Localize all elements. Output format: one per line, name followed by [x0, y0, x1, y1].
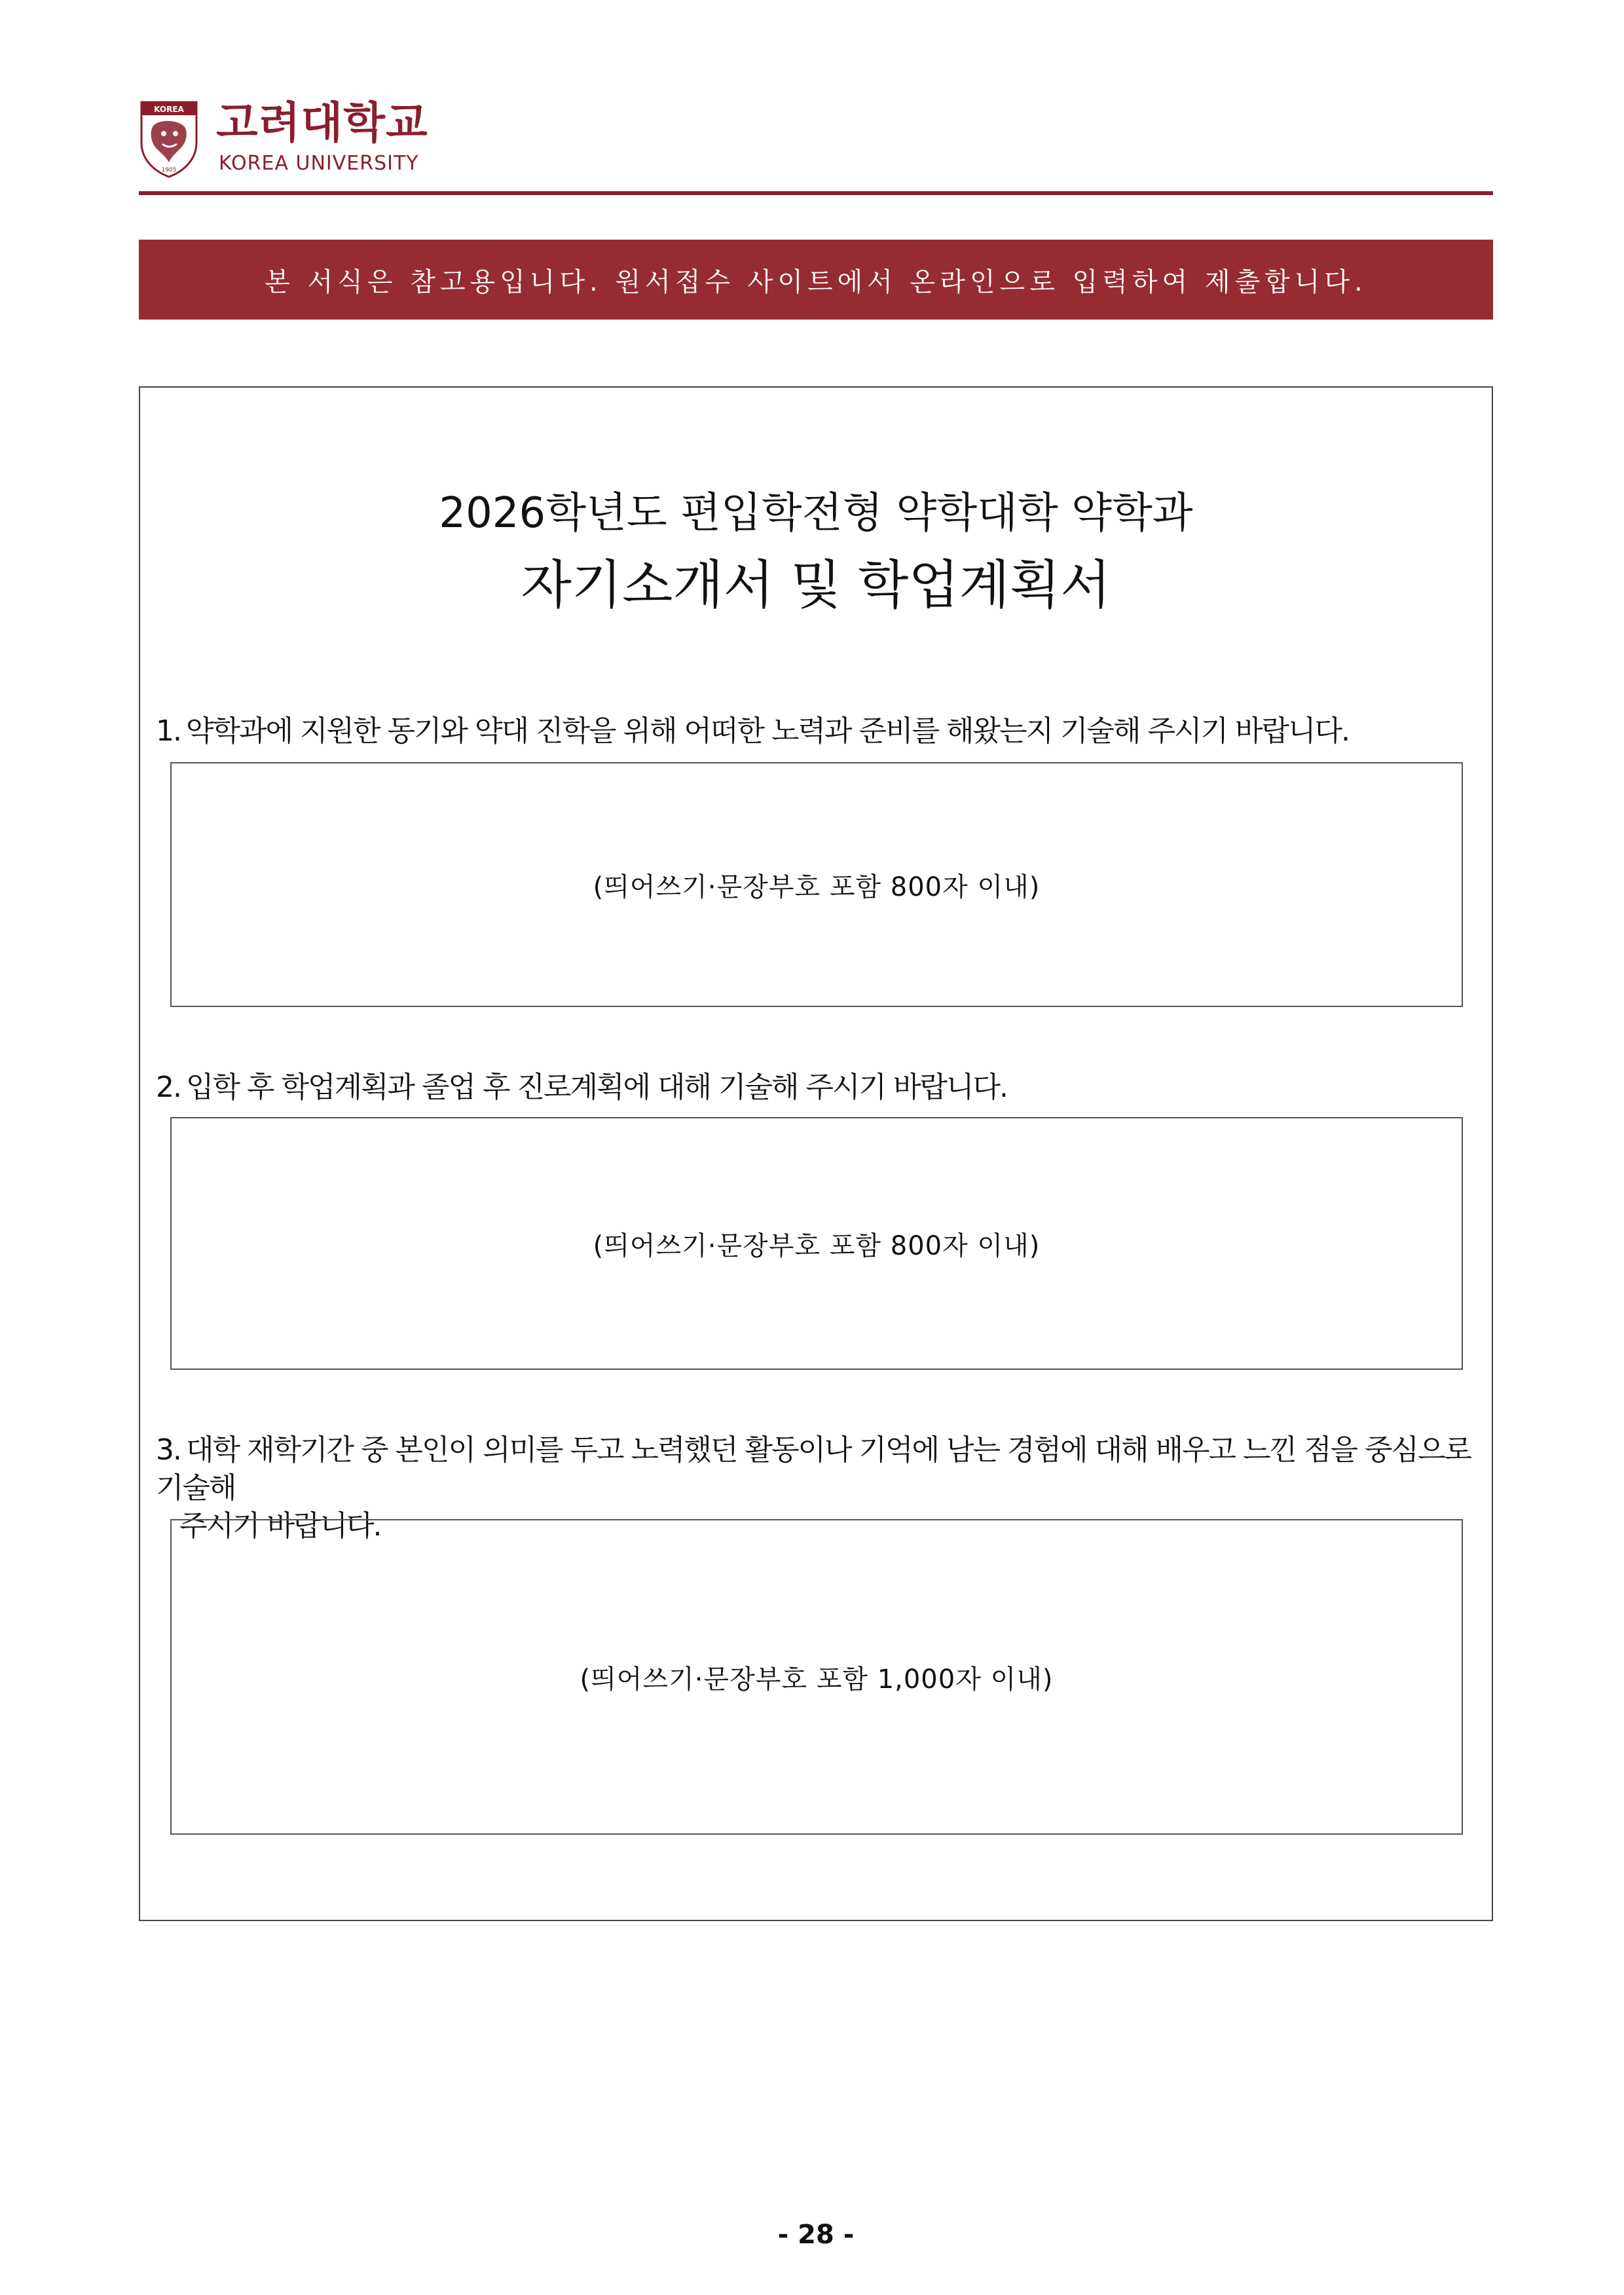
question-text: 대학 재학기간 중 본인이 의미를 두고 노력했던 활동이나 기억에 남는 경험에 대해 배우고 느낀 점을 중심으로 기술해: [156, 1433, 1471, 1505]
answer-hint: (띄어쓰기·문장부호 포함 1,000자 이내): [580, 1664, 1054, 1695]
question-1: [156, 712, 1485, 750]
logo-wordmark: 고려대학교: [216, 98, 428, 148]
form-title: 2026학년도 편입학전형 약학대학 약학과: [439, 489, 1193, 538]
answer-box-1[interactable]: [170, 762, 1463, 1007]
question-text: 약학과에 지원한 동기와 약대 진학을 위해 어떠한 노력과 준비를 해왔는지 기술해 주시기 바랍니다.: [186, 714, 1349, 748]
answer-box-3[interactable]: [170, 1519, 1463, 1835]
university-logo: [139, 97, 440, 182]
question-2: [156, 1069, 1485, 1107]
question-text: 입학 후 학업계획과 졸업 후 진로계획에 대해 기술해 주시기 바랍니다.: [186, 1071, 1007, 1104]
university-seal-icon: [139, 100, 199, 178]
question-number: 1.: [156, 714, 181, 748]
svg-text:KOREA: KOREA: [154, 105, 184, 114]
question-number: 3.: [156, 1433, 181, 1467]
page-number: - 28 -: [777, 2220, 855, 2250]
answer-box-2[interactable]: [170, 1117, 1463, 1370]
notice-text: 본 서식은 참고용입니다. 원서접수 사이트에서 온라인으로 입력하여 제출합니다.: [265, 266, 1367, 297]
answer-hint: (띄어쓰기·문장부호 포함 800자 이내): [593, 872, 1041, 902]
logo-wordmark-english: KOREA UNIVERSITY: [219, 152, 419, 175]
notice-banner: [139, 240, 1493, 320]
question-text-continuation: 주시기 바랍니다.: [179, 1509, 381, 1543]
form-subtitle: 자기소개서 및 학업계획서: [521, 555, 1111, 615]
header-divider: [139, 191, 1493, 195]
answer-hint: (띄어쓰기·문장부호 포함 800자 이내): [593, 1230, 1041, 1261]
svg-text:1905: 1905: [161, 167, 177, 174]
question-number: 2.: [156, 1071, 181, 1104]
